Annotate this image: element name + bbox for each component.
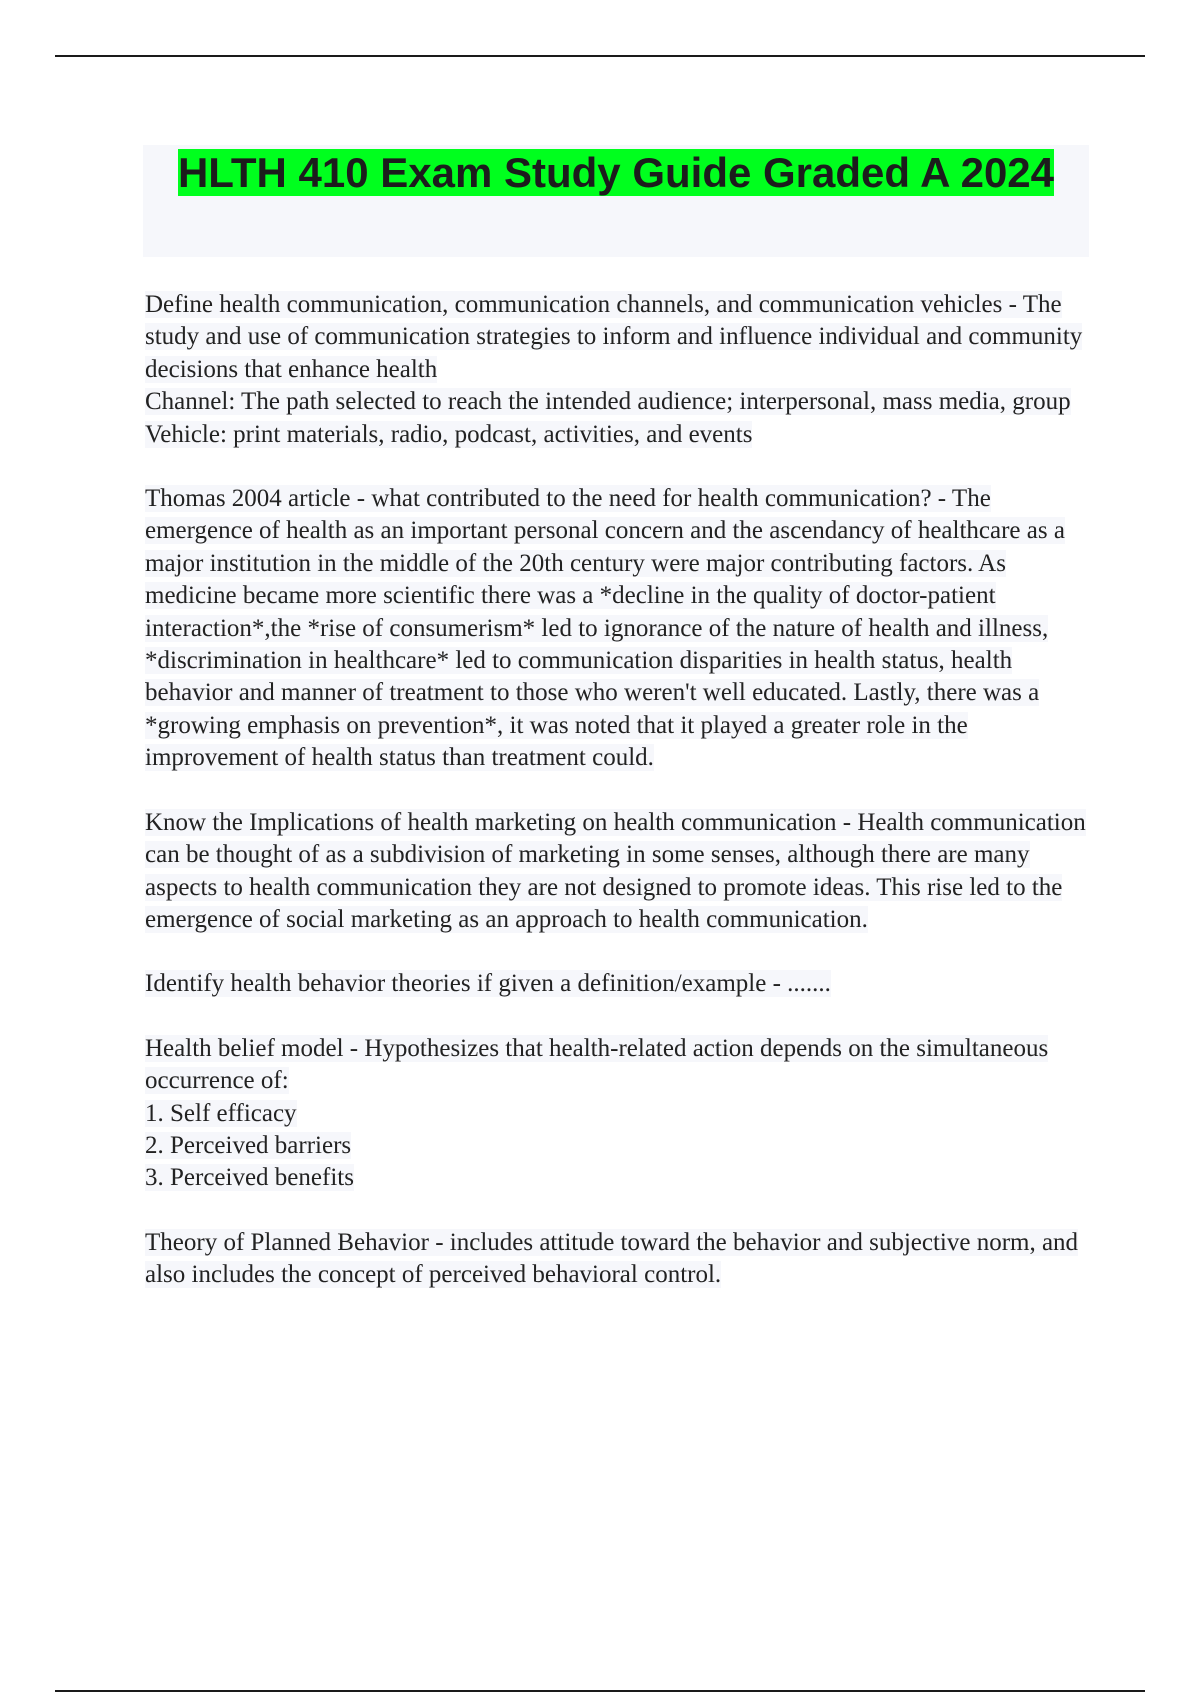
paragraph-health-communication <box>145 289 1090 386</box>
paragraph-health-marketing <box>145 807 1090 937</box>
list-item-text: 1. Self efficacy <box>145 1099 297 1127</box>
list-item-text: 2. Perceived barriers <box>145 1131 352 1159</box>
paragraph-channel <box>145 386 1090 418</box>
paragraph-planned-behavior <box>145 1227 1090 1292</box>
paragraph-text: Health belief model - Hypothesizes that health-related action depends on the simultaneous occurrence of: <box>145 1034 1049 1095</box>
paragraph-text: Thomas 2004 article - what contributed to the need for health communication? - The emergence of health as an important personal concern and the ascendancy of healthcare as a major institution in the middle of the 20th century were major contributing factors. As medicine became more scientific there was a *decline in the quality of doctor-patient interaction*,the *rise of consumerism* led to ignorance of the nature of health and illness, *discrimination in healthcare* led to communication disparities in health status, health behavior and manner of treatment to those who weren't well educated. Lastly, there was a *growing emphasis on prevention*, it was noted that it played a greater role in the improvement of health status than treatment could. <box>145 485 1065 772</box>
list-item-perceived-barriers <box>145 1130 1090 1162</box>
paragraph-spacer <box>145 451 1090 483</box>
document-title: HLTH 410 Exam Study Guide Graded A 2024 <box>177 149 1055 196</box>
paragraph-text: Define health communication, communication channels, and communication vehicles - The study and use of communication strategies to inform and influence individual and community decisions that enhance health <box>145 291 1083 383</box>
paragraph-text: Channel: The path selected to reach the intended audience; interpersonal, mass media, group <box>145 388 1071 416</box>
paragraph-text: Theory of Planned Behavior - includes attitude toward the behavior and subjective norm, and also includes the concept of perceived behavioral control. <box>145 1228 1079 1289</box>
paragraph-spacer <box>145 775 1090 807</box>
paragraph-behavior-theories <box>145 968 1090 1000</box>
paragraph-spacer <box>145 936 1090 968</box>
paragraph-text: Identify health behavior theories if given a definition/example - ....... <box>145 970 831 998</box>
title-block <box>143 145 1089 257</box>
document-body <box>145 289 1090 1292</box>
list-item-perceived-benefits <box>145 1162 1090 1194</box>
paragraph-vehicle <box>145 419 1090 451</box>
paragraph-spacer <box>145 1195 1090 1227</box>
paragraph-text: Vehicle: print materials, radio, podcast, activities, and events <box>145 420 753 448</box>
list-item-text: 3. Perceived benefits <box>145 1164 354 1192</box>
footer-rule <box>55 1690 1145 1692</box>
header-rule <box>55 55 1145 57</box>
paragraph-spacer <box>145 1001 1090 1033</box>
paragraph-thomas-2004 <box>145 483 1090 775</box>
list-item-self-efficacy <box>145 1098 1090 1130</box>
paragraph-health-belief-model <box>145 1033 1090 1098</box>
paragraph-text: Know the Implications of health marketing on health communication - Health communication can be thought of as a subdivision of marketing in some senses, although there are many aspects to health communication they are not designed to promote ideas. This rise led to the emergence of social marketing as an approach to health communication. <box>145 808 1086 933</box>
